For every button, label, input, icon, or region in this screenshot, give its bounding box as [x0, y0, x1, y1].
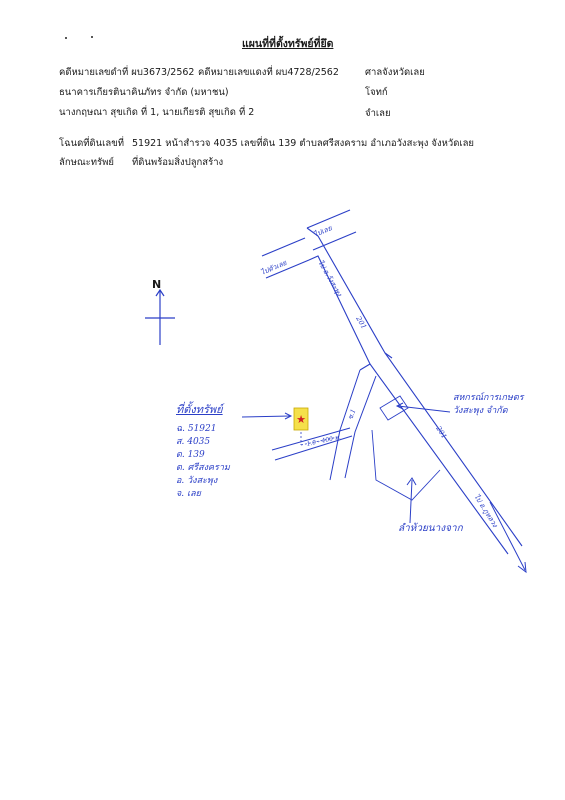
road-top-left-label: ไปตัวเลย — [259, 258, 288, 277]
property-note-district: อ. วังสะพุง — [176, 476, 218, 486]
marker-star: ★ — [296, 413, 306, 426]
property-label: ลักษณะทรัพย์ — [59, 157, 114, 168]
property-note-subdistrict: ต. ศรีสงคราม — [176, 463, 230, 473]
creek-label: ลำห้วยนางจาก — [398, 523, 463, 534]
side-road — [272, 370, 376, 480]
property-marker — [294, 408, 308, 430]
property-note-deed: ฉ. 51921 — [176, 424, 217, 434]
property-note-province: จ. เลย — [176, 489, 201, 499]
property-note-title: ที่ตั้งทรัพย์ — [176, 403, 223, 416]
handwritten-labels — [259, 223, 500, 529]
plaintiff-name: ธนาคารเกียรตินาคินภัทร จำกัด (มหาชน) — [59, 87, 229, 98]
north-label: N — [152, 278, 162, 291]
deed-label: โฉนดที่ดินเลขที่ — [59, 138, 124, 149]
deed-value: 51921 หน้าสำรวจ 4035 เลขที่ดิน 139 ตำบลศรีสงคราม อำเภอวังสะพุง จังหวัดเลย — [132, 138, 474, 149]
defendant-role: จำเลย — [365, 108, 391, 119]
road-top-right-label: ไปเลย — [312, 224, 334, 239]
north-arrow — [145, 290, 175, 345]
road-number-upper: 201 — [354, 315, 368, 331]
court-name: ศาลจังหวัดเลย — [365, 67, 425, 78]
property-value: ที่ดินพร้อมสิ่งปลูกสร้าง — [132, 157, 224, 168]
property-note-land-no: ด. 139 — [176, 450, 205, 460]
case-black-number: คดีหมายเลขดำที่ ผบ3673/2562 — [59, 67, 195, 78]
road-number-lower: 201 — [434, 424, 449, 441]
document-title: แผนที่ที่ตั้งทรัพย์ที่ยึด — [242, 38, 334, 50]
pointer-arrows — [242, 403, 526, 572]
lane-label: ซ.1 — [346, 407, 358, 421]
cooperative-land — [372, 396, 440, 500]
road-main-upper-label: ไป อ.วังสะพุง — [316, 259, 344, 298]
case-red-number: คดีหมายเลขแดงที่ ผบ4728/2562 — [198, 67, 339, 78]
property-note-survey: ส. 4035 — [176, 437, 211, 447]
cooperative-label-line2: วังสะพุง จำกัด — [453, 406, 508, 416]
distance-label: 1.0 - 400 ม. — [305, 433, 342, 448]
road-main-lower-label: ไป อ.ภูหลวง — [472, 492, 499, 529]
defendant-names: นางกฤษณา สุขเกิด ที่ 1, นายเกียรติ สุขเกิด ที่ 2 — [59, 107, 255, 118]
plaintiff-role: โจทก์ — [365, 87, 388, 98]
cooperative-label-line1: สหกรณ์การเกษตร — [453, 393, 524, 403]
